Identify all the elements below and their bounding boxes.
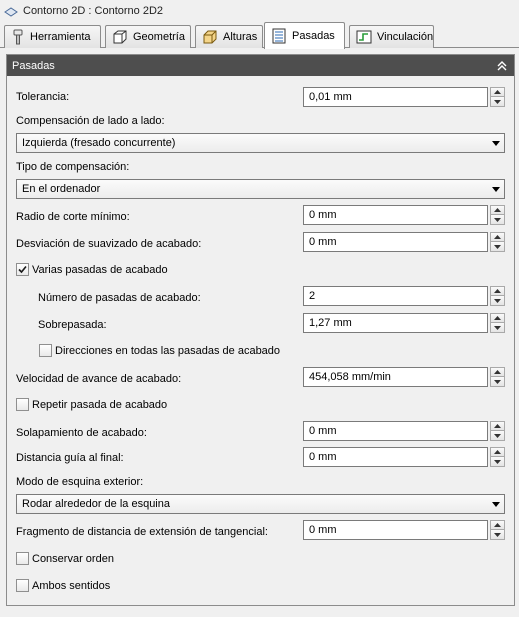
checkbox-box — [16, 579, 29, 592]
spin-up-icon[interactable] — [490, 205, 505, 215]
linking-icon — [356, 29, 372, 45]
tolerancia-input[interactable]: 0,01 mm — [303, 87, 488, 107]
select-value: Rodar alrededor de la esquina — [22, 498, 170, 510]
chevron-down-icon — [492, 141, 500, 146]
solapamiento-spinner — [303, 421, 505, 441]
spin-up-icon[interactable] — [490, 520, 505, 530]
desviacion-input[interactable]: 0 mm — [303, 232, 488, 252]
pasadas-panel — [6, 54, 515, 606]
tab-label: Geometría — [133, 31, 185, 43]
tab-label: Herramienta — [30, 31, 91, 43]
tab-vinculacion[interactable] — [349, 25, 434, 48]
solapamiento-label: Solapamiento de acabado: — [16, 427, 147, 439]
distancia-guia-spinner — [303, 447, 505, 467]
checkbox-box — [16, 552, 29, 565]
row-tolerancia — [7, 87, 514, 109]
tipo-compensacion-label: Tipo de compensación: — [16, 161, 130, 173]
window-titlebar — [0, 0, 519, 22]
compensacion-lado-label: Compensación de lado a lado: — [16, 115, 165, 127]
checkbox-label: Repetir pasada de acabado — [32, 398, 168, 411]
repetir-checkbox[interactable] — [16, 398, 167, 411]
tab-pasadas[interactable] — [264, 22, 345, 49]
direcciones-checkbox[interactable] — [39, 344, 280, 357]
spin-up-icon[interactable] — [490, 313, 505, 323]
tab-label: Pasadas — [292, 30, 335, 42]
checkbox-label: Varias pasadas de acabado — [32, 263, 168, 276]
fragmento-label: Fragmento de distancia de extensión de tangencial: — [16, 526, 268, 538]
desviacion-spinner — [303, 232, 505, 252]
window-title: Contorno 2D : Contorno 2D2 — [23, 5, 164, 17]
spin-up-icon[interactable] — [490, 286, 505, 296]
tolerancia-label: Tolerancia: — [16, 91, 70, 103]
tab-geometria[interactable] — [105, 25, 191, 48]
checkbox-box — [39, 344, 52, 357]
conservar-orden-checkbox[interactable] — [16, 552, 114, 565]
spin-down-icon[interactable] — [490, 457, 505, 467]
panel-header — [7, 55, 514, 76]
tab-herramienta[interactable] — [4, 25, 101, 48]
numero-pasadas-label: Número de pasadas de acabado: — [38, 292, 201, 304]
solapamiento-input[interactable]: 0 mm — [303, 421, 488, 441]
radio-corte-spinner — [303, 205, 505, 225]
spin-down-icon[interactable] — [490, 97, 505, 107]
spin-down-icon[interactable] — [490, 242, 505, 252]
spin-up-icon[interactable] — [490, 421, 505, 431]
spin-down-icon[interactable] — [490, 530, 505, 540]
spin-down-icon[interactable] — [490, 377, 505, 387]
chevron-down-icon — [492, 502, 500, 507]
checkmark-icon — [18, 265, 27, 274]
select-value: En el ordenador — [22, 183, 101, 195]
spin-down-icon[interactable] — [490, 215, 505, 225]
collapse-icon[interactable] — [495, 59, 509, 73]
tool-icon — [11, 29, 25, 45]
geometry-icon — [112, 29, 128, 45]
select-value: Izquierda (fresado concurrente) — [22, 137, 176, 149]
panel-title: Pasadas — [12, 59, 55, 72]
varias-pasadas-checkbox[interactable] — [16, 263, 168, 276]
modo-esquina-select[interactable] — [16, 494, 505, 514]
modo-esquina-label: Modo de esquina exterior: — [16, 476, 144, 488]
desviacion-label: Desviación de suavizado de acabado: — [16, 238, 202, 250]
fragmento-spinner — [303, 520, 505, 540]
velocidad-label: Velocidad de avance de acabado: — [16, 373, 182, 385]
checkbox-box — [16, 263, 29, 276]
heights-icon — [202, 29, 218, 45]
tab-alturas[interactable] — [195, 25, 263, 48]
spin-up-icon[interactable] — [490, 447, 505, 457]
spin-up-icon[interactable] — [490, 232, 505, 242]
velocidad-spinner — [303, 367, 505, 387]
tipo-compensacion-select[interactable] — [16, 179, 505, 199]
spin-down-icon[interactable] — [490, 296, 505, 306]
spin-up-icon[interactable] — [490, 367, 505, 377]
compensacion-lado-select[interactable] — [16, 133, 505, 153]
ambos-sentidos-checkbox[interactable] — [16, 579, 110, 592]
checkbox-box — [16, 398, 29, 411]
spin-down-icon[interactable] — [490, 431, 505, 441]
checkbox-label: Direcciones en todas las pasadas de acabado — [55, 344, 281, 357]
radio-corte-input[interactable]: 0 mm — [303, 205, 488, 225]
velocidad-input[interactable]: 454,058 mm/min — [303, 367, 488, 387]
chevron-down-icon — [492, 187, 500, 192]
distancia-guia-label: Distancia guía al final: — [16, 452, 124, 464]
distancia-guia-input[interactable]: 0 mm — [303, 447, 488, 467]
contour-icon — [4, 4, 18, 18]
sobrepasada-input[interactable]: 1,27 mm — [303, 313, 488, 333]
numero-pasadas-input[interactable]: 2 — [303, 286, 488, 306]
checkbox-label: Conservar orden — [32, 552, 114, 565]
sobrepasada-label: Sobrepasada: — [38, 319, 107, 331]
numero-pasadas-spinner — [303, 286, 505, 306]
passes-icon — [271, 28, 287, 44]
checkbox-label: Ambos sentidos — [32, 579, 111, 592]
fragmento-input[interactable]: 0 mm — [303, 520, 488, 540]
radio-corte-label: Radio de corte mínimo: — [16, 211, 130, 223]
sobrepasada-spinner — [303, 313, 505, 333]
tab-label: Vinculación — [377, 31, 434, 43]
tab-label: Alturas — [223, 31, 258, 43]
spin-down-icon[interactable] — [490, 323, 505, 333]
tab-bar — [0, 22, 519, 48]
spin-up-icon[interactable] — [490, 87, 505, 97]
tolerancia-spinner — [303, 87, 505, 107]
